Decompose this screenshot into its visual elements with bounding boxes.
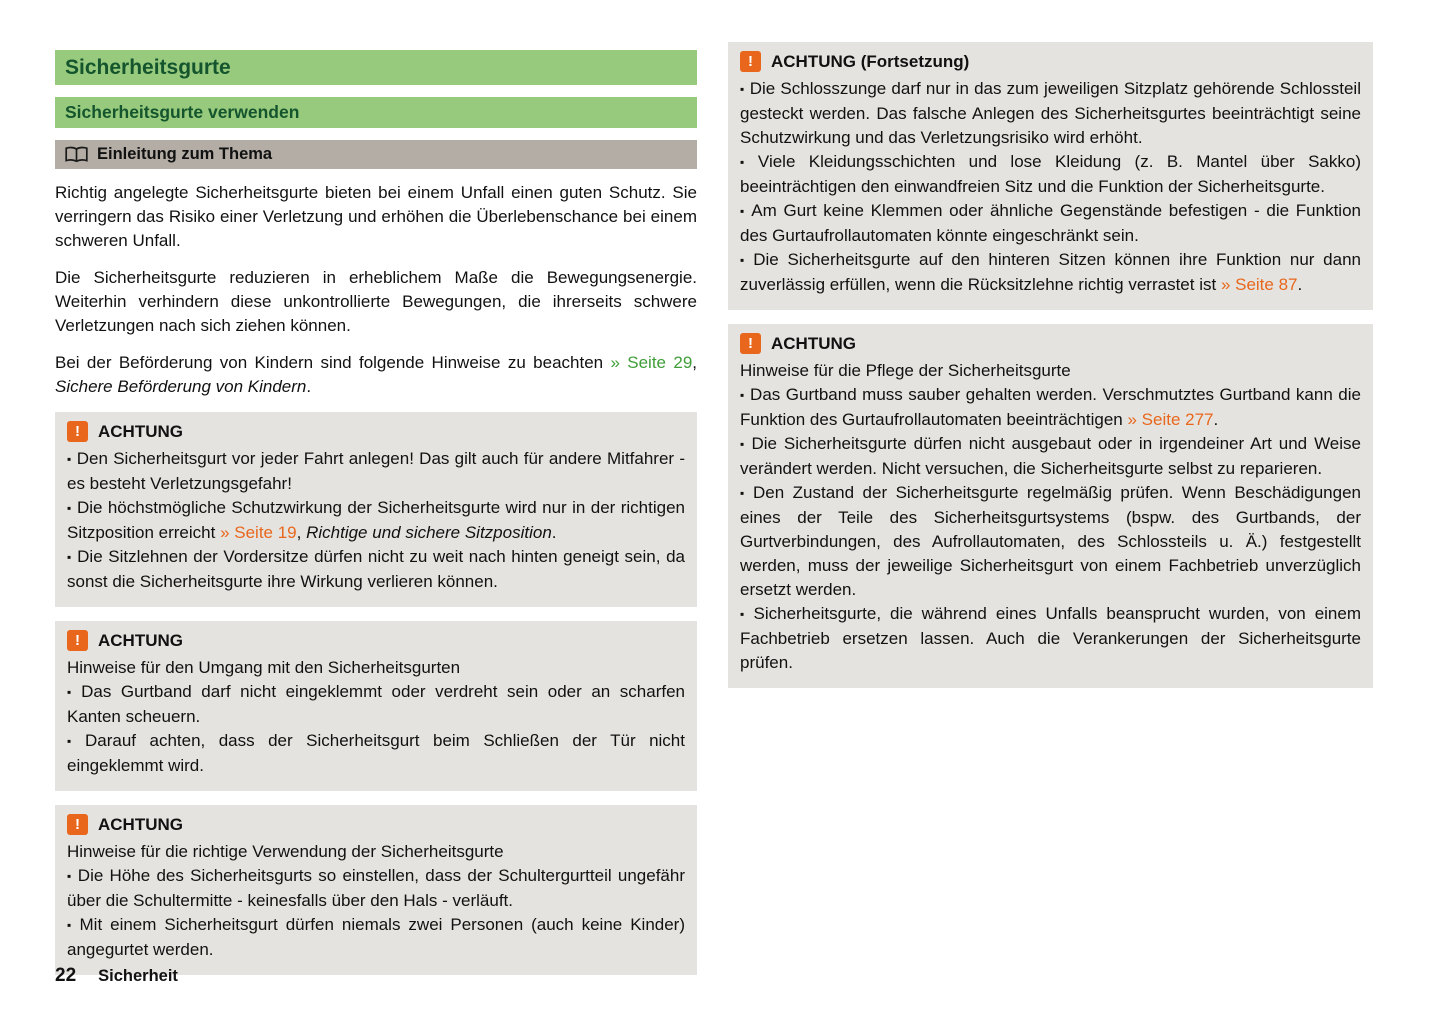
warning-exclamation-icon: ! [740,333,761,354]
warning-bullet [67,913,685,962]
page-title: Sicherheitsgurte [65,55,231,79]
warning-title: ACHTUNG [98,421,183,441]
bullet-text: . [551,523,557,542]
warning-header [67,421,685,442]
warning-box-continuation [728,42,1373,310]
footer-page-number: 22 [55,965,77,986]
paragraph-intro-1: Richtig angelegte Sicherheitsgurte bieten bei einem Unfall einen guten Schutz. Sie verringern das Risiko einer Verletzung und erhöhen die Überlebenschance bei einem schweren Unfall. [55,183,697,250]
bullet-icon: ▪ [67,734,80,748]
bullet-text: Das Gurtband darf nicht eingeklemmt oder verdreht sein oder an scharfen Kanten scheuern. [67,682,685,726]
bullet-icon: ▪ [740,437,747,451]
warning-exclamation-icon: ! [67,421,88,442]
paragraph-text: Bei der Beförderung von Kindern sind folgende Hinweise zu beachten [55,353,611,372]
bullet-icon: ▪ [67,918,75,932]
bullet-icon: ▪ [740,388,746,402]
warning-box-3 [55,805,697,975]
warning-exclamation-icon: ! [67,630,88,651]
warning-header [740,333,1361,354]
warning-bullet [740,481,1361,602]
paragraph-intro-2: Die Sicherheitsgurte reduzieren in erheblichem Maße die Bewegungsenergie. Weiterhin verhindern diese unkontrollierte Bewegungen, die ihrerseits schwere Verletzungen nach sich ziehen können. [55,268,697,335]
warning-header [67,630,685,651]
footer-chapter-label: Sicherheit [98,967,178,985]
warning-title: ACHTUNG [98,630,183,650]
warning-box-care [728,324,1373,688]
bullet-icon: ▪ [740,486,748,500]
bullet-text: Am Gurt keine Klemmen oder ähnliche Gegenstände befestigen - die Funktion des Gurtaufrollautomaten könnte eingeschränkt sein. [740,201,1361,245]
intro-header-bar [55,140,697,169]
warning-bullet [740,383,1361,432]
warning-bullet [67,545,685,594]
warning-title: ACHTUNG (Fortsetzung) [771,51,970,71]
left-column [55,42,697,989]
bullet-icon: ▪ [67,685,77,699]
paragraph-intro-3 [55,351,697,399]
bullet-icon: ▪ [740,82,745,96]
warning-intro: Hinweise für die Pflege der Sicherheitsgurte [740,361,1071,380]
warning-bullet [67,496,685,545]
page-link-seite-19[interactable]: » Seite 19 [220,523,297,542]
warning-exclamation-icon: ! [67,814,88,835]
bullet-text: Sicherheitsgurte, die während eines Unfalls beansprucht wurden, von einem Fachbetrieb ersetzen lassen. Auch die Verankerungen der Sicherheitsgurte prüfen. [740,604,1361,672]
page-link-seite-87[interactable]: » Seite 87 [1220,275,1298,294]
warning-intro: Hinweise für den Umgang mit den Sicherheitsgurten [67,658,461,677]
section-title-bar [55,97,697,128]
bullet-icon: ▪ [67,452,72,466]
bullet-icon: ▪ [740,607,749,621]
bullet-icon: ▪ [740,155,753,169]
page-link-seite-29[interactable]: » Seite 29 [610,353,693,372]
bullet-text: Die höchstmögliche Schutzwirkung der Sicherheitsgurte wird nur in der richtigen Sitzposition erreicht [67,498,685,542]
page-link-seite-277[interactable]: » Seite 277 [1127,410,1214,429]
paragraph-text: , [692,353,698,372]
warning-intro: Hinweise für die richtige Verwendung der Sicherheitsgurte [67,842,504,861]
bullet-text: Die Schlosszunge darf nur in das zum jeweiligen Sitzplatz gehörende Schlossteil gesteckt werden. Das falsche Anlegen des Sicherheitsgurtes beeinträchtigt seine Schutzwirkung und das Verletzungsrisiko wird erhöht. [740,79,1361,147]
bullet-text: Die Sicherheitsgurte dürfen nicht ausgebaut oder in irgendeiner Art und Weise verändert werden. Nicht versuchen, die Sicherheitsgurte selbst zu reparieren. [740,434,1361,478]
bullet-text: . [1213,410,1219,429]
warning-title: ACHTUNG [98,814,183,834]
bullet-text: . [1297,275,1303,294]
warning-title: ACHTUNG [771,333,856,353]
bullet-text: Viele Kleidungsschichten und lose Kleidung (z. B. Mantel über Sakko) beeinträchtigen den einwandfreien Sitz und die Funktion der Sicherheitsgurte. [740,152,1361,196]
bullet-text: Die Sicherheitsgurte auf den hinteren Sitzen können ihre Funktion nur dann zuverlässig erfüllen, wenn die Rücksitzlehne richtig verrastet ist [740,250,1361,294]
warning-header [67,814,685,835]
bullet-icon: ▪ [67,869,73,883]
bullet-text: , [296,523,307,542]
warning-bullet [740,602,1361,675]
bullet-text: Die Höhe des Sicherheitsgurts so einstellen, dass der Schultergurtteil ungefähr über die Schultermitte - keinesfalls über den Hals - verläuft. [67,866,685,910]
bullet-text: Den Zustand der Sicherheitsgurte regelmäßig prüfen. Wenn Beschädigungen eines der Teile des Sicherheitsgurtsystems (bspw. des Gurtbands, der Gurtverbindungen, des Aufrollautomaten, des Schlossteils u. Ä.) festgestellt werden, muss der jeweilige Sicherheitsgurt von einem Fachbetrieb unverzüglich ersetzt werden. [740,483,1361,599]
warning-bullet [67,680,685,729]
warning-box-1 [55,412,697,607]
warning-bullet [67,447,685,496]
open-book-icon [65,146,88,163]
bullet-icon: ▪ [740,253,749,267]
paragraph-text: . [306,377,312,396]
warning-bullet [740,150,1361,199]
bullet-text: Darauf achten, dass der Sicherheitsgurt beim Schließen der Tür nicht eingeklemmt wird. [67,731,685,775]
warning-bullet [740,199,1361,248]
bullet-text: Den Sicherheitsgurt vor jeder Fahrt anlegen! Das gilt auch für andere Mitfahrer - es besteht Verletzungsgefahr! [67,449,685,493]
warning-bullet [740,432,1361,481]
bullet-text: Das Gurtband muss sauber gehalten werden. Verschmutztes Gurtband kann die Funktion des Gurtaufrollautomaten beeinträchtigen [740,385,1361,429]
page-title-bar [55,50,697,85]
warning-bullet [67,864,685,913]
bullet-icon: ▪ [67,550,73,564]
cross-reference-title: Richtige und sichere Sitzposition [306,523,552,542]
bullet-icon: ▪ [740,204,747,218]
page-footer [55,965,178,987]
bullet-text: Die Sitzlehnen der Vordersitze dürfen nicht zu weit nach hinten geneigt sein, da sonst die Sicherheitsgurte ihre Wirkung verlieren können. [67,547,685,591]
section-title: Sicherheitsgurte verwenden [65,102,300,122]
right-column [728,42,1373,702]
bullet-icon: ▪ [67,501,72,515]
warning-header [740,51,1361,72]
intro-header-label: Einleitung zum Thema [97,145,273,163]
bullet-text: Mit einem Sicherheitsgurt dürfen niemals zwei Personen (auch keine Kinder) angegurtet werden. [67,915,685,959]
warning-bullet [67,729,685,778]
warning-exclamation-icon: ! [740,51,761,72]
warning-box-2 [55,621,697,791]
warning-bullet [740,248,1361,297]
warning-bullet [740,77,1361,150]
cross-reference-title: Sichere Beförderung von Kindern [55,377,307,396]
